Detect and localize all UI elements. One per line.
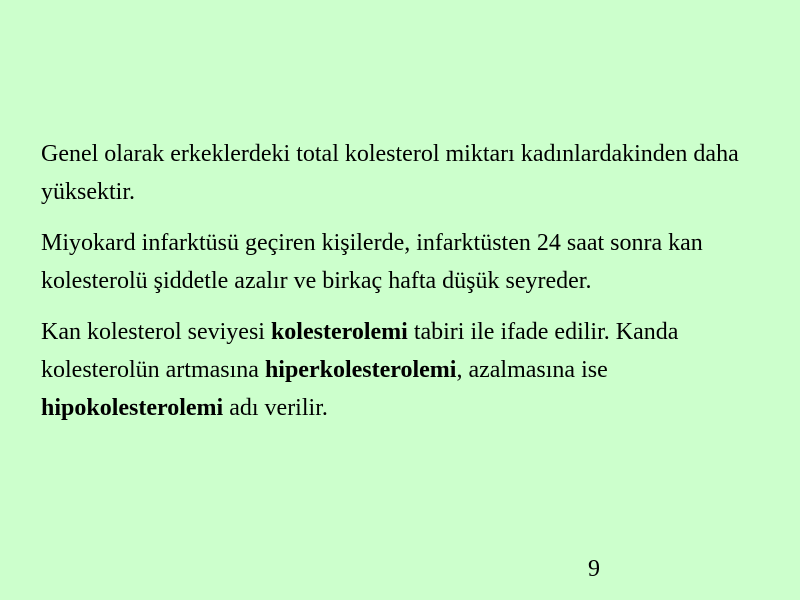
slide-content: [41, 135, 761, 440]
paragraph-text: tabiri ile ifade edilir. Kanda kolesterolün artmasına: [41, 319, 679, 383]
term-hiperkolesterolemi: hiperkolesterolemi: [264, 357, 457, 383]
paragraph-text: Kan kolesterol seviyesi: [41, 319, 271, 345]
paragraph-cholesterol-gender: Genel olarak erkeklerdeki total kolesterol miktarı kadınlardakinden daha yüksektir.: [41, 141, 739, 205]
term-hipokolesterolemi: hipokolesterolemi: [41, 395, 224, 421]
paragraph-text: , azalmasına ise: [456, 357, 608, 383]
paragraph-myocardial-infarction: Miyokard infarktüsü geçiren kişilerde, infarktüsten 24 saat sonra kan kolesterolü şiddetle azalır ve birkaç hafta düşük seyreder.: [41, 230, 703, 294]
paragraph-text: adı verilir.: [223, 395, 328, 421]
paragraph-cholesterolemia: [41, 313, 761, 427]
term-kolesterolemi: kolesterolemi: [270, 319, 408, 345]
page-number: 9: [588, 556, 600, 582]
